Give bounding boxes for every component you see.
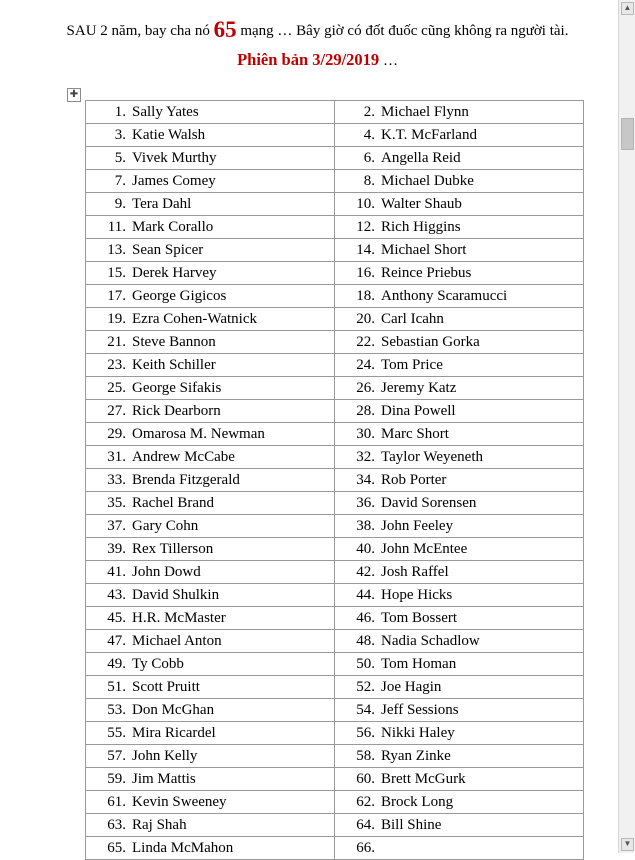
- table-cell: [86, 101, 335, 124]
- table-cell: [335, 837, 584, 860]
- list-item-number: 49.: [107, 655, 126, 672]
- table-cell: [86, 147, 335, 170]
- list-item-number: 45.: [107, 609, 126, 626]
- table-cell: [86, 538, 335, 561]
- list-item-number: 39.: [107, 540, 126, 557]
- list-item-number: 8.: [363, 172, 375, 189]
- table-cell: [86, 837, 335, 860]
- table-cell: [86, 699, 335, 722]
- list-item-number: 30.: [356, 425, 375, 442]
- table-cell: [86, 630, 335, 653]
- list-item-name: Raj Shah: [132, 816, 187, 833]
- list-item-name: Dina Powell: [381, 402, 456, 419]
- table-row: [86, 124, 584, 147]
- table-row: [86, 492, 584, 515]
- list-item-number: 54.: [356, 701, 375, 718]
- list-item-name: Hope Hicks: [381, 586, 453, 603]
- list-item-number: 18.: [356, 287, 375, 304]
- table-cell: [86, 791, 335, 814]
- table-row: [86, 515, 584, 538]
- table-cell: [335, 607, 584, 630]
- table-cell: [335, 699, 584, 722]
- list-item-name: Brett McGurk: [381, 770, 466, 787]
- list-item-number: 41.: [107, 563, 126, 580]
- table-cell: [335, 515, 584, 538]
- list-item-name: Scott Pruitt: [132, 678, 200, 695]
- list-item-number: 42.: [356, 563, 375, 580]
- table-row: [86, 561, 584, 584]
- list-item-name: Tera Dahl: [132, 195, 192, 212]
- table-row: [86, 193, 584, 216]
- list-item-name: George Gigicos: [132, 287, 227, 304]
- list-item-name: Tom Price: [381, 356, 443, 373]
- table-cell: [335, 354, 584, 377]
- list-item-name: Steve Bannon: [132, 333, 216, 350]
- table-cell: [86, 308, 335, 331]
- list-item-name: Jim Mattis: [132, 770, 196, 787]
- table-cell: [335, 584, 584, 607]
- list-item-number: 64.: [356, 816, 375, 833]
- list-item-name: H.R. McMaster: [132, 609, 226, 626]
- list-item-name: Ryan Zinke: [381, 747, 451, 764]
- list-item-number: 17.: [107, 287, 126, 304]
- table-cell: [335, 377, 584, 400]
- table-cell: [86, 745, 335, 768]
- table-row: [86, 630, 584, 653]
- table-cell: [335, 630, 584, 653]
- table-row: [86, 285, 584, 308]
- table-row: [86, 676, 584, 699]
- list-item-number: 35.: [107, 494, 126, 511]
- table-cell: [86, 653, 335, 676]
- table-row: [86, 262, 584, 285]
- list-item-name: Tom Bossert: [381, 609, 458, 626]
- move-table-handle-icon[interactable]: ✚: [67, 88, 81, 102]
- list-item-number: 2.: [363, 103, 375, 120]
- list-item-number: 66.: [356, 839, 375, 856]
- table-cell: [335, 745, 584, 768]
- list-item-number: 55.: [107, 724, 126, 741]
- list-item-name: Rachel Brand: [132, 494, 215, 511]
- vertical-scrollbar[interactable]: [618, 0, 635, 853]
- table-cell: [335, 101, 584, 124]
- list-item-name: Jeff Sessions: [381, 701, 459, 718]
- table-cell: [86, 239, 335, 262]
- table-cell: [335, 262, 584, 285]
- headline-suffix: mạng … Bây giờ có đốt đuốc cũng không ra người tài.: [240, 23, 569, 39]
- table-cell: [335, 124, 584, 147]
- list-item-name: Michael Dubke: [381, 172, 474, 189]
- list-item-name: Kevin Sweeney: [132, 793, 227, 810]
- list-item-name: Ezra Cohen-Watnick: [132, 310, 257, 327]
- table-cell: [335, 538, 584, 561]
- table-cell: [335, 147, 584, 170]
- list-item-number: 3.: [114, 126, 126, 143]
- list-item-name: Katie Walsh: [132, 126, 206, 143]
- table-row: [86, 101, 584, 124]
- list-item-number: 46.: [356, 609, 375, 626]
- list-item-name: Mira Ricardel: [132, 724, 216, 741]
- table-row: [86, 768, 584, 791]
- table-cell: [335, 469, 584, 492]
- table-row: [86, 653, 584, 676]
- table-cell: [335, 285, 584, 308]
- names-table: [85, 100, 584, 860]
- names-table-body: [86, 101, 584, 860]
- list-item-number: 16.: [356, 264, 375, 281]
- list-item-number: 61.: [107, 793, 126, 810]
- list-item-name: Brock Long: [381, 793, 454, 810]
- list-item-number: 56.: [356, 724, 375, 741]
- list-item-name: Joe Hagin: [381, 678, 442, 695]
- list-item-number: 11.: [107, 218, 126, 235]
- table-cell: [86, 515, 335, 538]
- table-cell: [335, 239, 584, 262]
- list-item-number: 53.: [107, 701, 126, 718]
- list-item-number: 25.: [107, 379, 126, 396]
- table-cell: [86, 400, 335, 423]
- table-cell: [335, 768, 584, 791]
- table-row: [86, 584, 584, 607]
- list-item-name: Mark Corallo: [132, 218, 214, 235]
- list-item-number: 1.: [114, 103, 126, 120]
- list-item-name: Brenda Fitzgerald: [132, 471, 240, 488]
- list-item-name: Sean Spicer: [132, 241, 204, 258]
- list-item-number: 20.: [356, 310, 375, 327]
- table-cell: [86, 170, 335, 193]
- table-row: [86, 331, 584, 354]
- list-item-name: Reince Priebus: [381, 264, 472, 281]
- table-cell: [335, 676, 584, 699]
- table-row: [86, 446, 584, 469]
- table-cell: [86, 193, 335, 216]
- list-item-number: 51.: [107, 678, 126, 695]
- list-item-name: John Kelly: [132, 747, 198, 764]
- scrollbar-thumb[interactable]: [621, 118, 634, 150]
- table-cell: [86, 124, 335, 147]
- table-cell: [86, 423, 335, 446]
- table-cell: [335, 400, 584, 423]
- table-row: [86, 216, 584, 239]
- list-item-name: Rex Tillerson: [132, 540, 214, 557]
- table-row: [86, 147, 584, 170]
- list-item-number: 33.: [107, 471, 126, 488]
- list-item-number: 63.: [107, 816, 126, 833]
- table-cell: [335, 653, 584, 676]
- list-item-name: Michael Short: [381, 241, 467, 258]
- table-row: [86, 308, 584, 331]
- list-item-number: 12.: [356, 218, 375, 235]
- list-item-name: Michael Flynn: [381, 103, 469, 120]
- table-row: [86, 745, 584, 768]
- list-item-number: 27.: [107, 402, 126, 419]
- list-item-number: 26.: [356, 379, 375, 396]
- table-row: [86, 423, 584, 446]
- list-item-number: 40.: [356, 540, 375, 557]
- list-item-number: 14.: [356, 241, 375, 258]
- table-row: [86, 722, 584, 745]
- list-item-number: 29.: [107, 425, 126, 442]
- list-item-name: Walter Shaub: [381, 195, 462, 212]
- list-item-number: 5.: [114, 149, 126, 166]
- list-item-name: Gary Cohn: [132, 517, 199, 534]
- headline-prefix: SAU 2 năm, bay cha nó: [66, 23, 210, 39]
- list-item-name: Derek Harvey: [132, 264, 217, 281]
- table-cell: [335, 492, 584, 515]
- list-item-number: 23.: [107, 356, 126, 373]
- list-item-number: 57.: [107, 747, 126, 764]
- list-item-number: 52.: [356, 678, 375, 695]
- list-item-number: 13.: [107, 241, 126, 258]
- list-item-name: Keith Schiller: [132, 356, 216, 373]
- list-item-number: 37.: [107, 517, 126, 534]
- list-item-number: 10.: [356, 195, 375, 212]
- table-cell: [335, 216, 584, 239]
- list-item-name: John Feeley: [381, 517, 454, 534]
- list-item-name: James Comey: [132, 172, 216, 189]
- table-row: [86, 791, 584, 814]
- list-item-name: George Sifakis: [132, 379, 222, 396]
- list-item-number: 4.: [363, 126, 375, 143]
- list-item-number: 32.: [356, 448, 375, 465]
- scroll-up-icon[interactable]: ▲: [621, 2, 634, 15]
- table-cell: [335, 791, 584, 814]
- list-item-number: 6.: [363, 149, 375, 166]
- table-row: [86, 469, 584, 492]
- list-item-name: Bill Shine: [381, 816, 442, 833]
- list-item-name: Michael Anton: [132, 632, 222, 649]
- list-item-name: Andrew McCabe: [132, 448, 235, 465]
- list-item-name: Carl Icahn: [381, 310, 444, 327]
- list-item-number: 28.: [356, 402, 375, 419]
- list-item-name: David Shulkin: [132, 586, 220, 603]
- table-row: [86, 538, 584, 561]
- table-cell: [86, 676, 335, 699]
- list-item-number: 65.: [107, 839, 126, 856]
- table-cell: [335, 170, 584, 193]
- list-item-number: 43.: [107, 586, 126, 603]
- list-item-number: 7.: [114, 172, 126, 189]
- table-cell: [86, 722, 335, 745]
- list-item-name: Vivek Murthy: [132, 149, 217, 166]
- list-item-number: 24.: [356, 356, 375, 373]
- table-cell: [86, 607, 335, 630]
- list-item-number: 31.: [107, 448, 126, 465]
- list-item-name: Josh Raffel: [381, 563, 449, 580]
- table-row: [86, 607, 584, 630]
- scroll-down-icon[interactable]: ▼: [621, 838, 634, 851]
- table-cell: [335, 193, 584, 216]
- table-cell: [335, 331, 584, 354]
- headline: [0, 0, 635, 45]
- list-item-name: Nadia Schadlow: [381, 632, 480, 649]
- list-item-name: Anthony Scaramucci: [381, 287, 508, 304]
- list-item-name: Tom Homan: [381, 655, 457, 672]
- table-cell: [86, 469, 335, 492]
- list-item-name: Linda McMahon: [132, 839, 234, 856]
- table-cell: [335, 814, 584, 837]
- list-item-number: 34.: [356, 471, 375, 488]
- subline: [0, 45, 635, 71]
- list-item-number: 36.: [356, 494, 375, 511]
- table-cell: [86, 377, 335, 400]
- table-row: [86, 837, 584, 860]
- list-item-name: Jeremy Katz: [381, 379, 457, 396]
- list-item-number: 58.: [356, 747, 375, 764]
- table-row: [86, 699, 584, 722]
- table-cell: [86, 561, 335, 584]
- table-cell: [86, 492, 335, 515]
- version-label: Phiên bản 3/29/2019: [237, 50, 380, 70]
- list-item-name: Sally Yates: [132, 103, 199, 120]
- list-item-name: John Dowd: [132, 563, 201, 580]
- list-item-number: 19.: [107, 310, 126, 327]
- list-item-number: 22.: [356, 333, 375, 350]
- list-item-number: 59.: [107, 770, 126, 787]
- list-item-number: 48.: [356, 632, 375, 649]
- table-cell: [86, 814, 335, 837]
- list-item-name: Rich Higgins: [381, 218, 461, 235]
- list-item-number: 47.: [107, 632, 126, 649]
- list-item-number: 38.: [356, 517, 375, 534]
- list-item-number: 50.: [356, 655, 375, 672]
- table-cell: [86, 262, 335, 285]
- headline-number: 65: [213, 17, 237, 42]
- list-item-name: David Sorensen: [381, 494, 477, 511]
- list-item-name: John McEntee: [381, 540, 468, 557]
- table-cell: [335, 308, 584, 331]
- list-item-name: Omarosa M. Newman: [132, 425, 265, 442]
- table-cell: [86, 331, 335, 354]
- list-item-name: K.T. McFarland: [381, 126, 477, 143]
- list-item-number: 21.: [107, 333, 126, 350]
- list-item-number: 60.: [356, 770, 375, 787]
- table-cell: [335, 561, 584, 584]
- list-item-name: Rob Porter: [381, 471, 447, 488]
- list-item-name: Don McGhan: [132, 701, 215, 718]
- list-item-name: Angella Reid: [381, 149, 461, 166]
- table-row: [86, 354, 584, 377]
- list-item-number: 15.: [107, 264, 126, 281]
- list-item-name: Taylor Weyeneth: [381, 448, 484, 465]
- list-item-name: Rick Dearborn: [132, 402, 221, 419]
- table-row: [86, 377, 584, 400]
- table-row: [86, 170, 584, 193]
- table-row: [86, 814, 584, 837]
- list-item-number: 62.: [356, 793, 375, 810]
- table-row: [86, 239, 584, 262]
- list-item-name: Ty Cobb: [132, 655, 184, 672]
- table-cell: [86, 446, 335, 469]
- list-item-name: Sebastian Gorka: [381, 333, 480, 350]
- table-cell: [335, 722, 584, 745]
- table-cell: [86, 584, 335, 607]
- table-cell: [86, 354, 335, 377]
- list-item-number: 9.: [114, 195, 126, 212]
- list-item-number: 44.: [356, 586, 375, 603]
- table-cell: [335, 446, 584, 469]
- names-table-container: [69, 89, 582, 860]
- table-cell: [86, 216, 335, 239]
- table-cell: [335, 423, 584, 446]
- table-row: [86, 400, 584, 423]
- subline-suffix: …: [382, 53, 398, 70]
- list-item-name: Marc Short: [381, 425, 449, 442]
- table-cell: [86, 285, 335, 308]
- list-item-name: Nikki Haley: [381, 724, 455, 741]
- table-cell: [86, 768, 335, 791]
